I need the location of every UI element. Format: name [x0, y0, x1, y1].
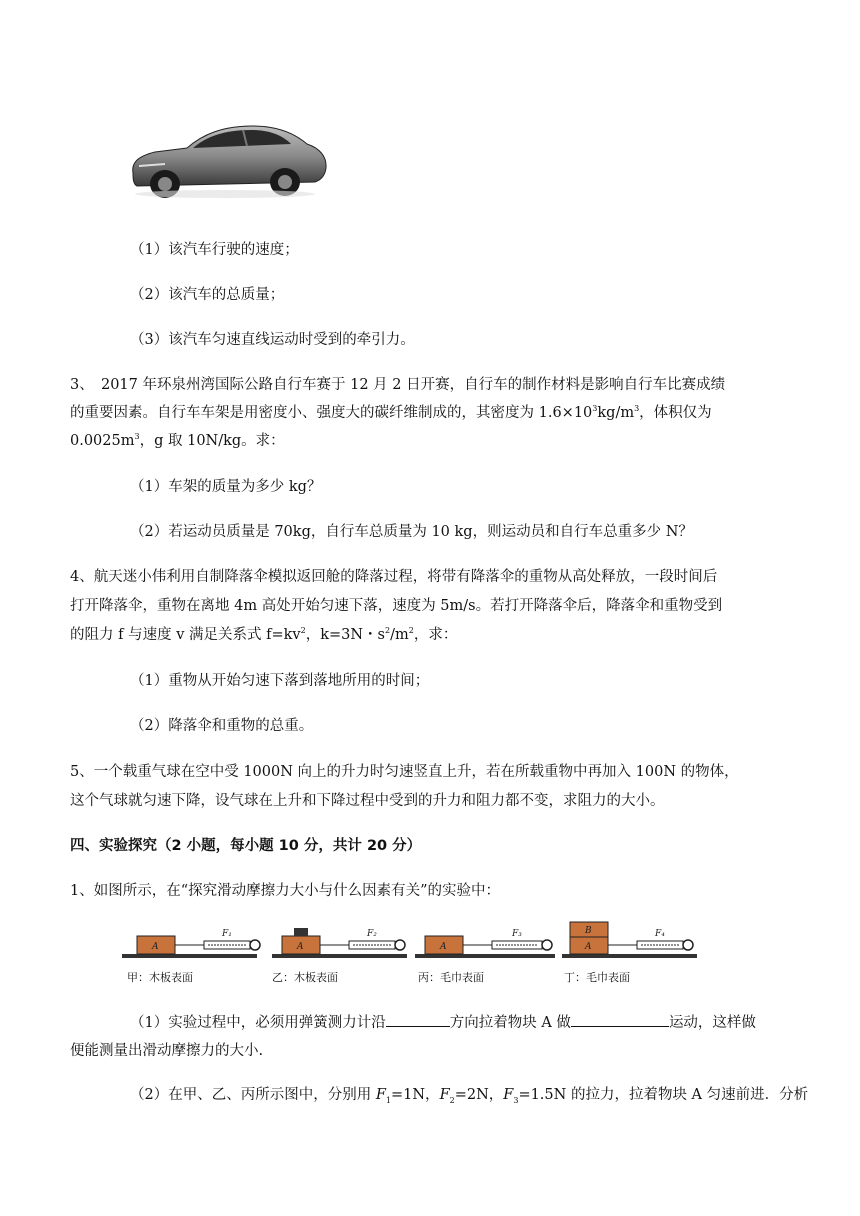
q4-line2: 打开降落伞，重物在离地 4m 高处开始匀速下落，速度为 5m/s。若打开降落伞后，降落伞和重物受到	[70, 598, 723, 614]
exp1-intro: 1、如图所示，在“探究滑动摩擦力大小与什么因素有关”的实验中：	[70, 883, 501, 899]
q3-line3: $0.0025m^3$，g 取 10N/kg。求：	[70, 432, 285, 449]
q3-line2: 的重要因素。自行车车架是用密度小、强度大的碳纤维制成的，其密度为 $1.6\times 10^3kg/m^3$，体积仅为	[70, 404, 712, 421]
q5-line2: 这个气球就匀速下降，设气球在上升和下降过程中受到的升力和阻力都不变，求阻力的大小。	[70, 793, 665, 809]
q4-sub2: （2）降落伞和重物的总重。	[130, 718, 314, 734]
figure-jia	[122, 929, 260, 984]
section-heading: 四、实验探究（2 小题，每小题 10 分，共计 20 分）	[70, 838, 422, 854]
blank-direction[interactable]	[386, 1012, 450, 1027]
figure-yi	[272, 928, 407, 984]
block-b-label: B	[585, 926, 592, 936]
friction-experiment-figures	[122, 920, 697, 988]
exp1-sub1-cont: 便能测量出滑动摩擦力的大小.	[70, 1043, 264, 1059]
exp1-sub1: （1）实验过程中，必须用弹簧测力计沿 方向拉着物块 A 做 运动，这样做	[130, 1012, 860, 1033]
blank-motion[interactable]	[571, 1012, 669, 1027]
q2-sub2: （2）该汽车的总质量；	[130, 287, 285, 303]
figure-caption: 甲：木板表面	[127, 971, 193, 984]
block-a-label: A	[297, 942, 304, 952]
figure-caption: 丙：毛巾表面	[418, 971, 484, 984]
q3-line1: 3、 2017 年环泉州湾国际公路自行车赛于 12 月 2 日开赛，自行车的制作材料是影响自行车比赛成绩	[70, 377, 726, 393]
block-a-label: A	[440, 942, 447, 952]
force-label: F₂	[367, 929, 377, 939]
q4-line3: 的阻力 f 与速度 v 满足关系式 $f=kv^2$，k=3N・$s^2/m^2$，求：	[70, 626, 458, 643]
q3-sub1: （1）车架的质量为多少 kg？	[130, 479, 322, 495]
figure-ding	[562, 922, 697, 984]
q4-line1: 4、航天迷小伟利用自制降落伞模拟返回舱的降落过程，将带有降落伞的重物从高处释放，一段时间后	[70, 569, 718, 585]
block-a-label: A	[585, 942, 592, 952]
q2-sub3: （3）该汽车匀速直线运动时受到的牵引力。	[130, 332, 415, 348]
block-a-label: A	[152, 942, 159, 952]
force-label: F₁	[222, 929, 232, 939]
q2-sub1: （1）该汽车行驶的速度；	[130, 242, 299, 258]
q5-line1: 5、一个载重气球在空中受 1000N 向上的升力时匀速竖直上升，若在所载重物中再加入 100N 的物体，	[70, 764, 739, 780]
figure-caption: 乙：木板表面	[272, 971, 338, 984]
q3-sub2: （2）若运动员质量是 70kg，自行车总质量为 10 kg，则运动员和自行车总重多少 N？	[130, 524, 693, 540]
q4-sub1: （1）重物从开始匀速下落到落地所用的时间；	[130, 673, 430, 689]
figure-caption: 丁：毛巾表面	[564, 971, 630, 984]
exp1-sub2: （2）在甲、乙、丙所示图中，分别用 $F_1=1N$，$F_2=2N$，$F_3=1.5N$ 的拉力，拉着物块 A 匀速前进．分析	[130, 1087, 809, 1105]
figure-bing	[415, 929, 555, 984]
car-image	[125, 118, 330, 203]
force-label: F₃	[512, 929, 522, 939]
force-label: F₄	[655, 929, 665, 939]
